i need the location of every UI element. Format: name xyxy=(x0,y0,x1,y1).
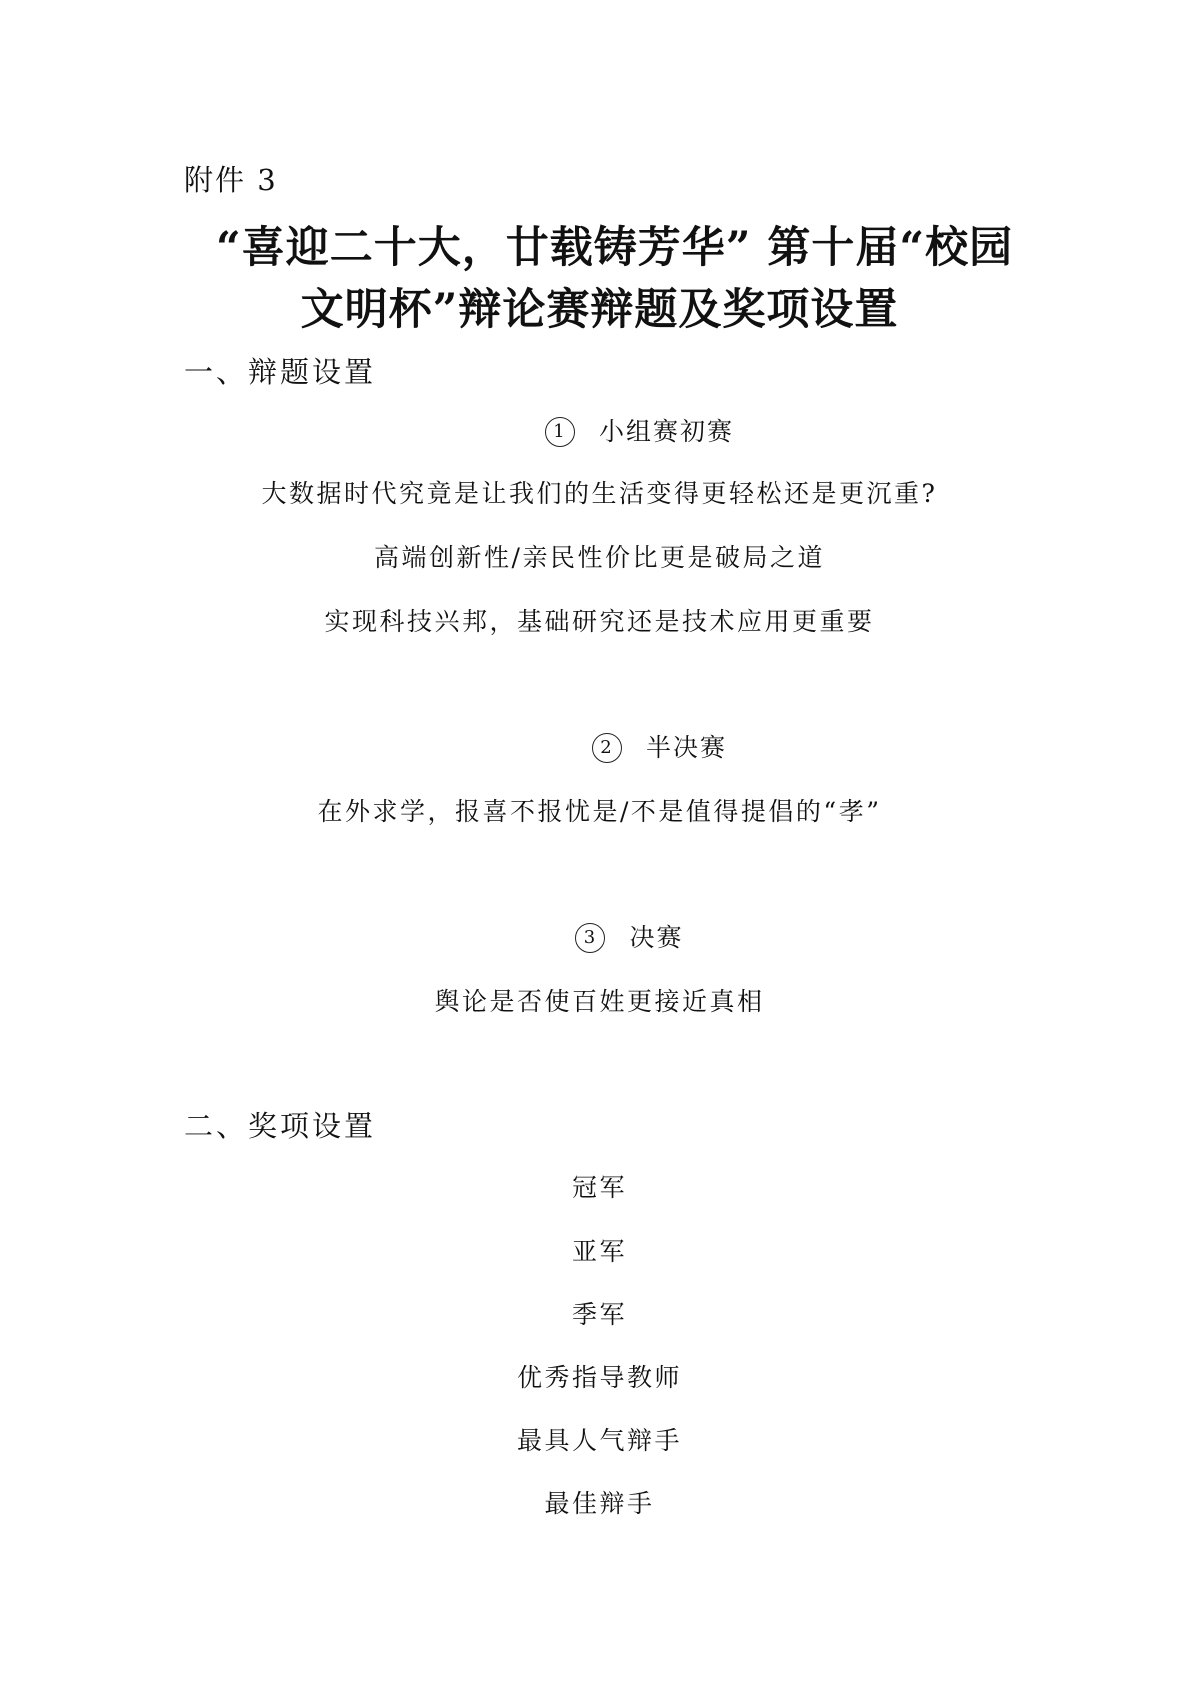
debate-topic: 大数据时代究竟是让我们的生活变得更轻松还是更沉重? xyxy=(261,479,938,508)
round-heading xyxy=(60,728,1199,765)
round-heading xyxy=(30,918,1199,955)
debate-topic: 实现科技兴邦，基础研究还是技术应用更重要 xyxy=(324,607,875,636)
award-item: 优秀指导教师 xyxy=(516,1363,682,1392)
debate-topic: 在外求学，报喜不报忧是/不是值得提倡的“孝” xyxy=(317,797,882,826)
award-item: 季军 xyxy=(571,1300,627,1329)
circled-number-marker: 2 xyxy=(592,733,622,763)
award-item: 最具人气辩手 xyxy=(516,1426,682,1455)
debate-topic: 舆论是否使百姓更接近真相 xyxy=(434,987,765,1016)
document-title-line-2: 文明杯”辩论赛辩题及奖项设置 xyxy=(300,285,899,335)
award-item: 最佳辩手 xyxy=(544,1489,655,1518)
circled-number-marker: 1 xyxy=(545,417,575,447)
section-heading-topics: 一、辩题设置 xyxy=(184,355,377,389)
round-heading xyxy=(40,412,1199,449)
attachment-label: 附件 3 xyxy=(184,163,278,197)
round-name: 决赛 xyxy=(629,923,684,952)
round-name: 小组赛初赛 xyxy=(598,417,734,446)
round-name: 半决赛 xyxy=(645,733,727,762)
document-title-line-1: “喜迎二十大，廿载铸芳华” 第十届“校园 xyxy=(216,223,1014,273)
award-item: 冠军 xyxy=(571,1173,627,1202)
circled-number-marker: 3 xyxy=(575,923,605,953)
section-heading-awards: 二、奖项设置 xyxy=(184,1109,377,1143)
award-item: 亚军 xyxy=(571,1237,627,1266)
debate-topic: 高端创新性/亲民性价比更是破局之道 xyxy=(374,543,825,572)
